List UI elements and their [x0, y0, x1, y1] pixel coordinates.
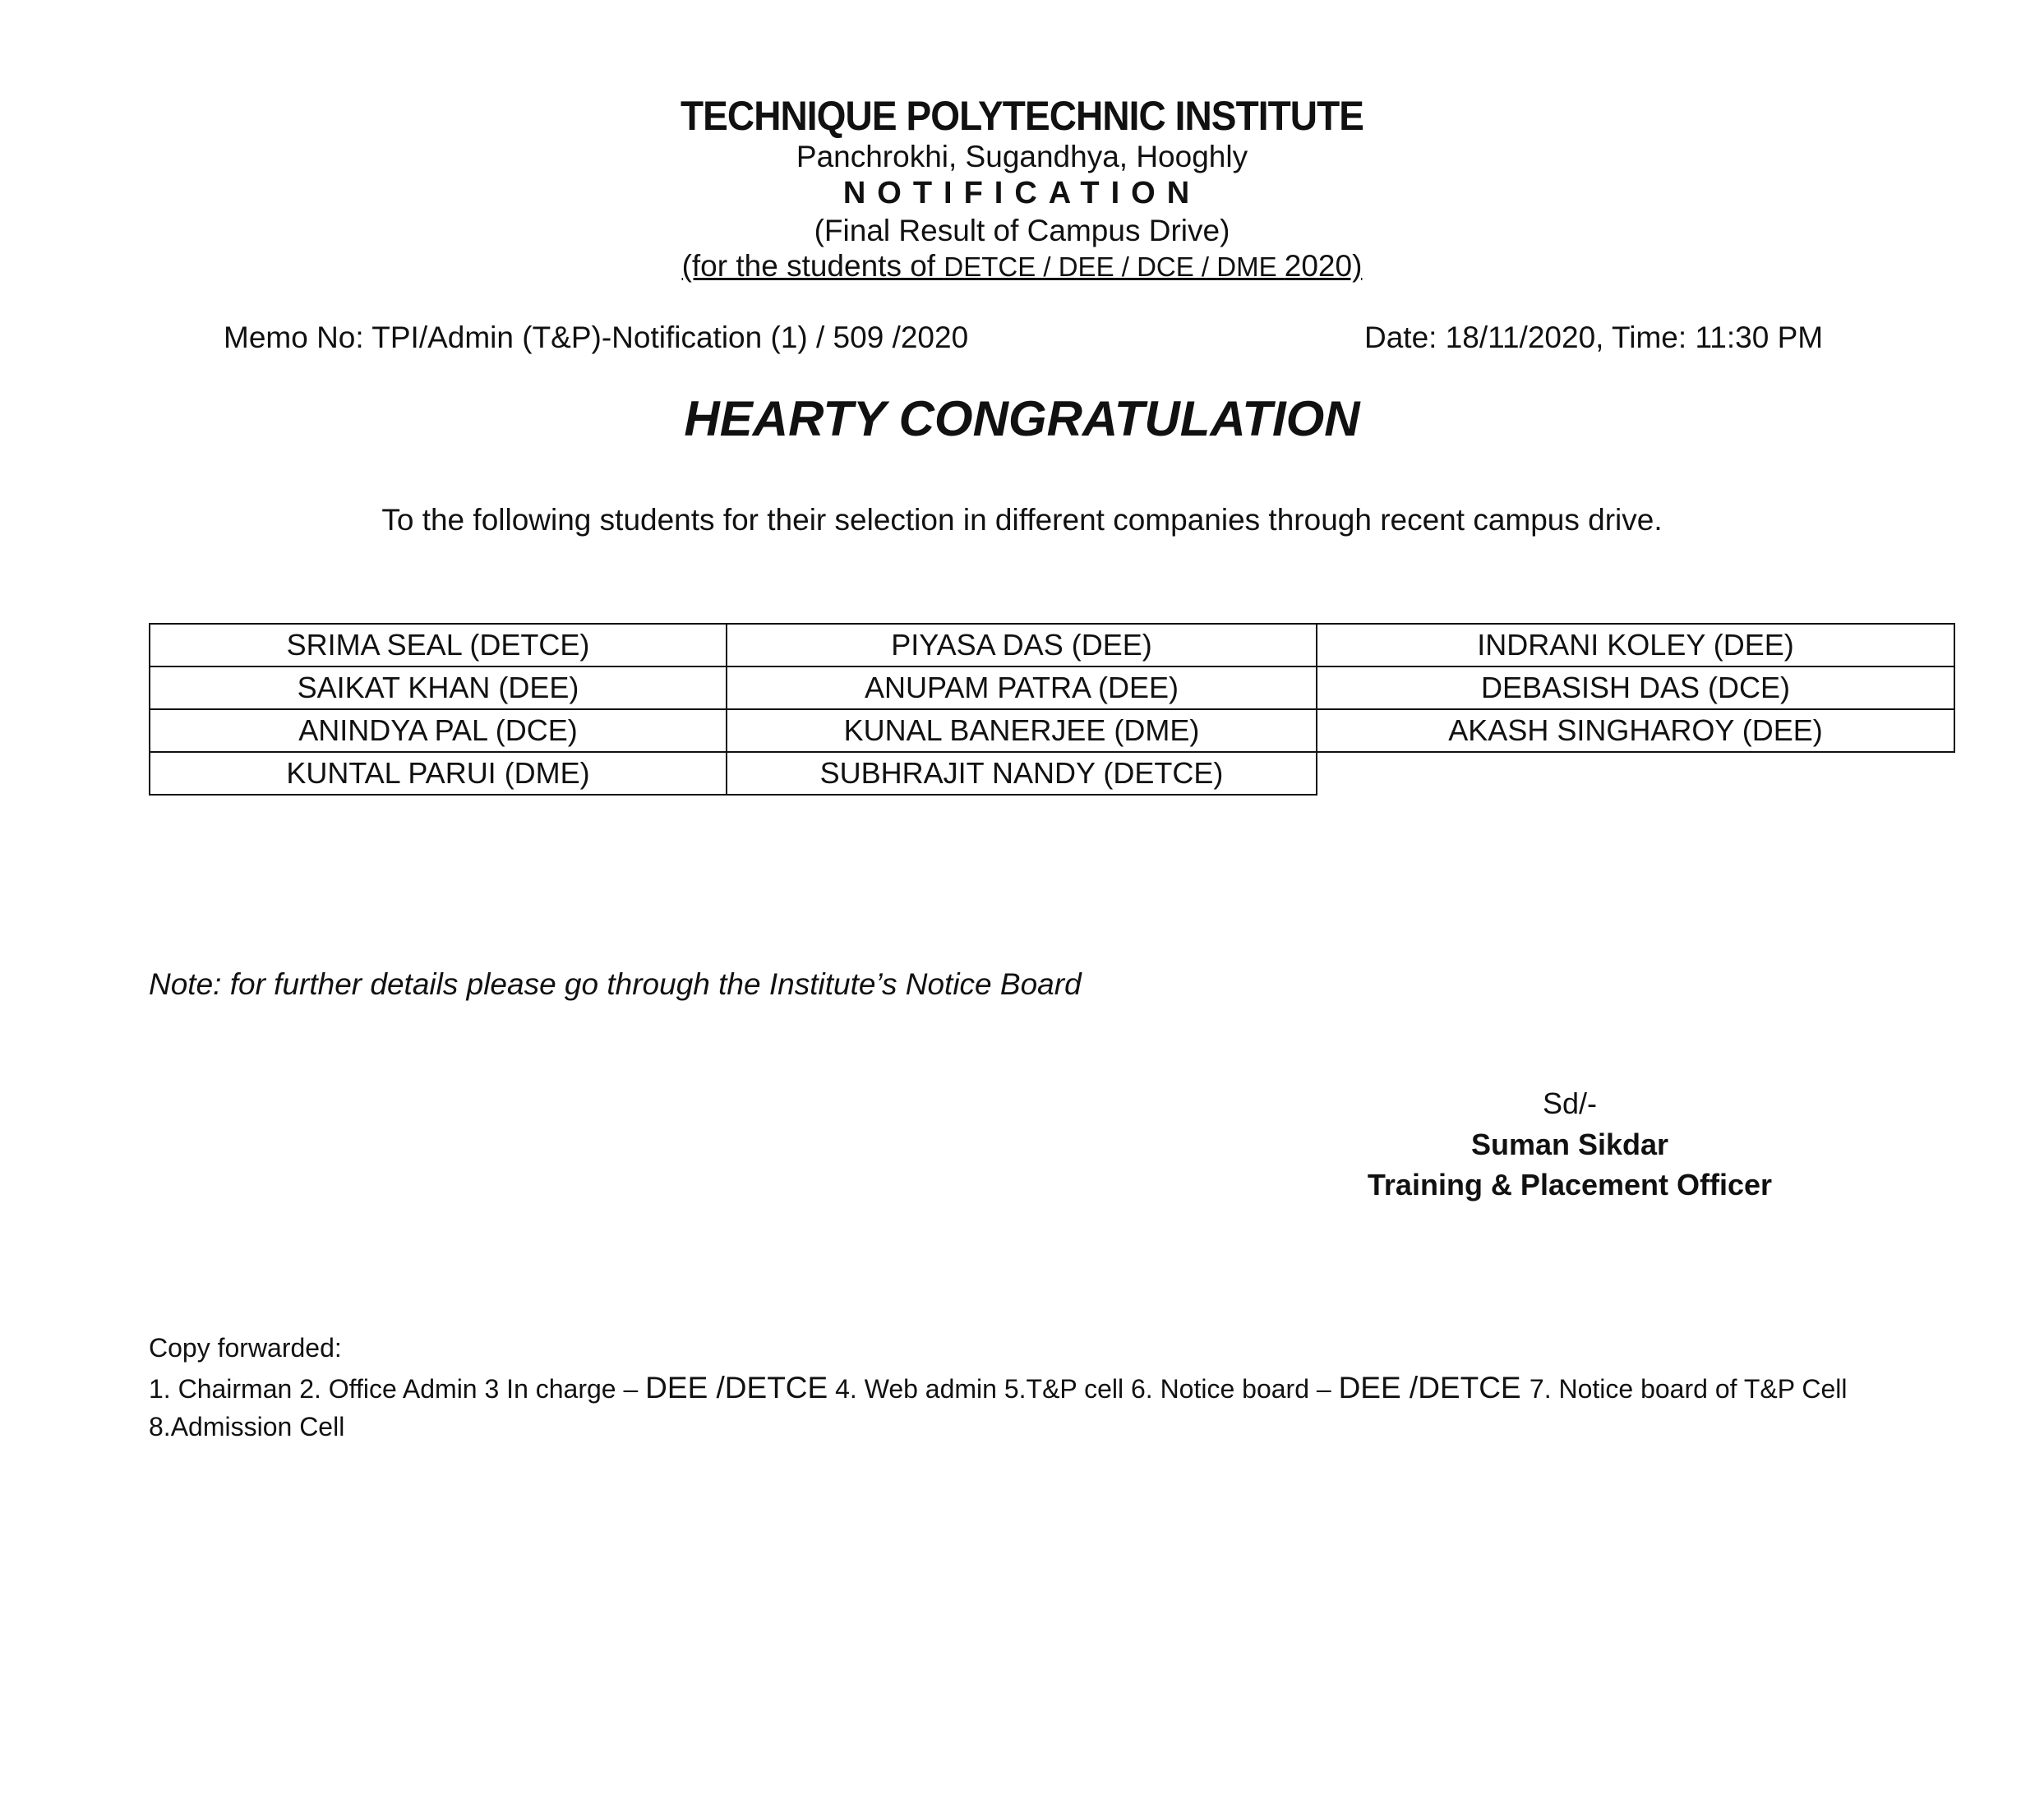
student-cell: DEBASISH DAS (DCE)	[1317, 666, 1954, 709]
memo-number: Memo No: TPI/Admin (T&P)-Notification (1) / 509 /2020	[224, 321, 969, 354]
signatory-designation: Training & Placement Officer	[1367, 1168, 1773, 1201]
notification-heading: NOTIFICATION	[842, 176, 1202, 210]
student-cell: SUBHRAJIT NANDY (DETCE)	[727, 752, 1317, 795]
students-table	[149, 623, 1955, 796]
students-line-prefix: (for the students of	[681, 249, 944, 283]
student-cell: SAIKAT KHAN (DEE)	[150, 666, 727, 709]
student-cell: SRIMA SEAL (DETCE)	[150, 624, 727, 666]
institute-name: TECHNIQUE POLYTECHNIC INSTITUTE	[680, 93, 1364, 139]
empty-cell	[1317, 752, 1954, 795]
copy-list-dept: DEE /DETCE	[1338, 1371, 1530, 1404]
table-row	[150, 752, 1954, 795]
students-line	[0, 249, 2044, 284]
table-row	[150, 709, 1954, 752]
students-line-depts: DETCE / DEE / DCE / DME	[944, 251, 1285, 282]
table-row	[150, 666, 1954, 709]
table-row	[150, 624, 1954, 666]
student-cell: AKASH SINGHAROY (DEE)	[1317, 709, 1954, 752]
intro-text: To the following students for their selection in different companies through recent campus drive.	[381, 503, 1663, 537]
institute-address: Panchrokhi, Sugandhya, Hooghly	[796, 140, 1248, 173]
copy-list-part: 7. Notice board of T&P Cell 8.Admission Cell	[149, 1374, 1848, 1441]
student-cell: PIYASA DAS (DEE)	[727, 624, 1317, 666]
student-cell: INDRANI KOLEY (DEE)	[1317, 624, 1954, 666]
headline: HEARTY CONGRATULATION	[684, 391, 1360, 446]
note-text: Note: for further details please go through the Institute’s Notice Board	[149, 967, 1082, 1001]
students-line-year: 2020)	[1284, 249, 1363, 283]
copy-list-part: 4. Web admin 5.T&P cell 6. Notice board –	[828, 1374, 1339, 1404]
memo-date-time: Date: 18/11/2020, Time: 11:30 PM	[1364, 321, 1824, 354]
student-cell: ANINDYA PAL (DCE)	[150, 709, 727, 752]
student-cell: ANUPAM PATRA (DEE)	[727, 666, 1317, 709]
copy-list-part: 1. Chairman 2. Office Admin 3 In charge –	[149, 1374, 646, 1404]
copy-forwarded-list	[149, 1369, 1908, 1446]
copy-list-dept: DEE /DETCE	[645, 1371, 828, 1404]
student-cell: KUNTAL PARUI (DME)	[150, 752, 727, 795]
student-cell: KUNAL BANERJEE (DME)	[727, 709, 1317, 752]
signatory-name: Suman Sikdar	[1470, 1128, 1669, 1161]
notification-subtitle: (Final Result of Campus Drive)	[814, 214, 1230, 247]
signature-sd: Sd/-	[1542, 1086, 1598, 1120]
copy-forwarded-heading: Copy forwarded:	[149, 1333, 342, 1363]
